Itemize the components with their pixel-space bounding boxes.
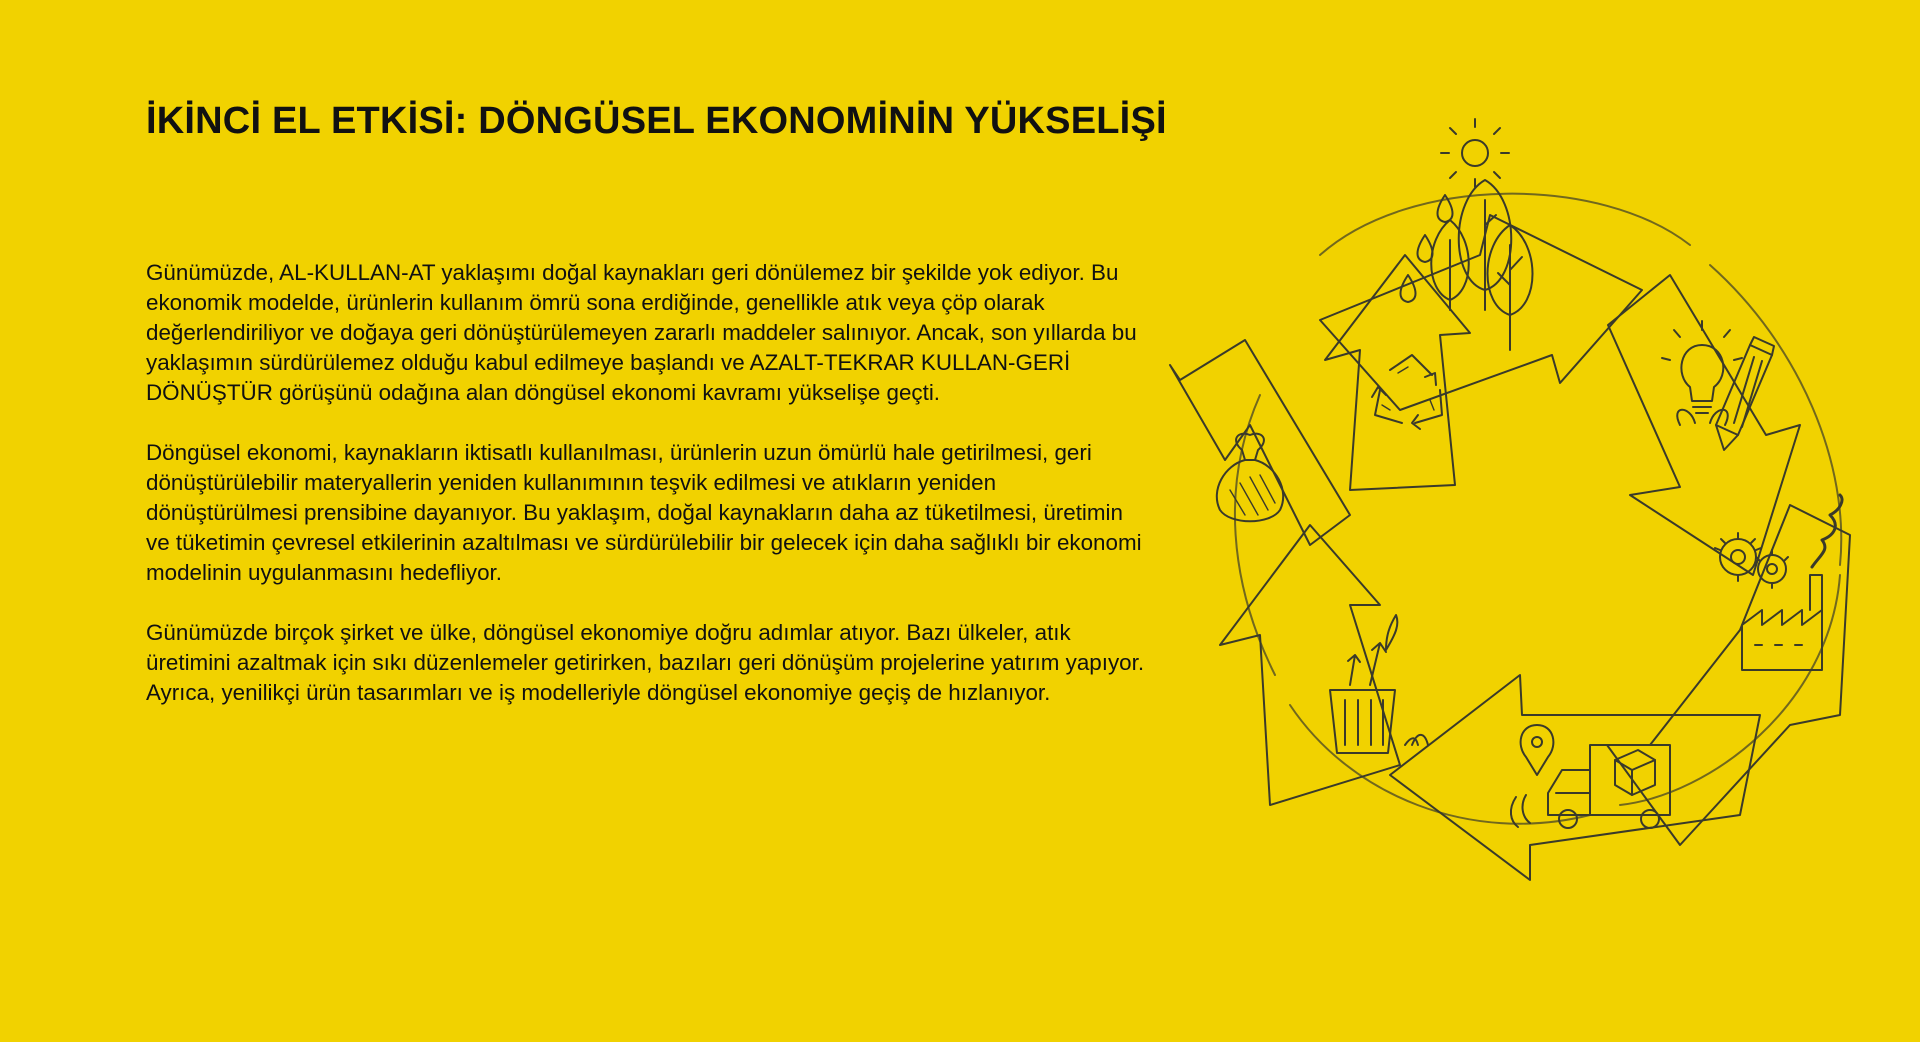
arrow-left-bottom bbox=[1220, 525, 1400, 805]
paragraph-adoption: Günümüzde birçok şirket ve ülke, döngüsel ekonomiye doğru adımlar atıyor. Bazı ülkeler, atık üretimini azaltmak için sıkı düzenlemeler getirirken, bazıları geri dönüşüm projelerine yatırım yapıyor. Ayrıca, yenilikçi ürün tasarımları ve iş modelleriyle döngüsel ekonomiye geçiş de hızlanıyor. bbox=[146, 620, 1145, 705]
rain-drops-icon bbox=[1401, 195, 1453, 302]
factory-icon bbox=[1742, 495, 1842, 670]
circular-economy-sketch bbox=[1150, 105, 1890, 895]
arrow-top bbox=[1320, 215, 1642, 410]
paragraph-principles: Döngüsel ekonomi, kaynakların iktisatlı kullanılması, ürünlerin uzun ömürlü hale getirilmesi, geri dönüştürülebilir materyallerin yeniden kullanımının teşvik edilmesi ve atıkların yeniden dönüştürülmesi prensibine dayanıyor. Bu yaklaşım, doğal kaynakların daha az tüketilmesi, üretimin ve tüketimin çevresel etkilerinin azaltılması ve sürdürülebilir bir gelecek için daha sağlıklı bir ekonomi modelinin uygulanmasını hedefliyor. bbox=[146, 440, 1142, 585]
arrow-top-left bbox=[1325, 255, 1470, 490]
lightbulb-icon bbox=[1662, 321, 1742, 425]
sun-icon bbox=[1441, 119, 1509, 187]
gears-icon bbox=[1715, 533, 1788, 588]
arrow-right-top bbox=[1608, 275, 1800, 575]
recycle-icon bbox=[1372, 355, 1442, 429]
trash-bag-icon bbox=[1217, 434, 1283, 522]
arrow-right bbox=[1607, 505, 1850, 845]
arrow-left bbox=[1170, 305, 1360, 575]
circular-economy-diagram bbox=[1150, 105, 1890, 895]
delivery-truck-icon bbox=[1548, 745, 1670, 828]
arrow-bottom bbox=[1390, 675, 1760, 880]
page-title: İKİNCİ EL ETKİSİ: DÖNGÜSEL EKONOMİNİN YÜKSELİŞİ bbox=[146, 100, 1167, 142]
paragraph-intro: Günümüzde, AL-KULLAN-AT yaklaşımı doğal kaynakları geri dönülemez bir şekilde yok ediyor. Bu ekonomik modelde, ürünlerin kullanım ömrü sona erdiğinde, genellikle atık veya çöp olarak değerlendiriliyor ve doğaya geri dönüştürülemeyen zararlı maddeler salınıyor. Ancak, son yıllarda bu yaklaşımın sürdürülemez olduğu kabul edilmeye başlandı ve AZALT-TEKRAR KULLAN-GERİ DÖNÜŞTÜR görüşünü odağına alan döngüsel ekonomi kavramı yükselişe geçti. bbox=[146, 260, 1137, 405]
article-body bbox=[146, 258, 1146, 738]
trees-icon bbox=[1431, 180, 1532, 350]
plant-pot-icon bbox=[1330, 615, 1428, 753]
